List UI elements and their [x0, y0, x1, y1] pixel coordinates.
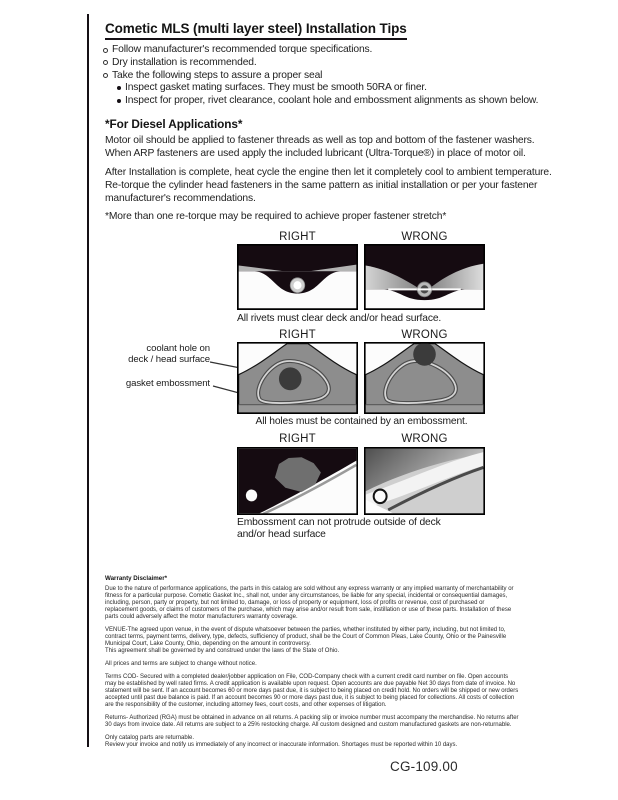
embossment-right-diagram — [237, 447, 358, 515]
tip-text: Inspect for proper, rivet clearance, coolant hole and embossment alignments as shown below. — [125, 95, 539, 107]
tip-text: Follow manufacturer's recommended torque specifications. — [112, 44, 373, 55]
diesel-paragraph-2: After Installation is complete, heat cycle the engine then let it completely cool to ambient temperature. Re-torque the cylinder head fasteners in the same pattern as initial installation or per your fastener manufacturer's recommendations. — [105, 167, 552, 205]
diesel-applications-heading: *For Diesel Applications* — [105, 117, 243, 131]
rivet-wrong-diagram — [364, 244, 485, 310]
right-label: RIGHT — [279, 433, 316, 445]
filled-bullet-icon — [117, 99, 121, 103]
open-bullet-icon — [103, 48, 108, 53]
installation-tips-list — [103, 44, 573, 108]
warranty-disclaimer — [105, 575, 519, 755]
warranty-paragraph: Terms COD- Secured with a completed dealer/jobber application on File, COD-Company check with a current credit card number on file. Open accounts may be established by well rated firms. A credit application is available upon request. Open accounts are due payable Net 30 days from date of invoice. No statement will be sent. If an account becomes 60 or more days past due, it is subject to being placed on credit hold. No orders will be shipped or new orders accepted until past due balance is paid. If an account becomes 90 or more days past due, it is subject to being placed for collections. All costs of collection are the responsibility of the customer, including attorney fees, court costs, and other expenses of litigation. — [105, 674, 519, 708]
wrong-label: WRONG — [401, 329, 448, 341]
warranty-heading: Warranty Disclaimer* — [105, 575, 168, 582]
rivet-caption: All rivets must clear deck and/or head surface. — [237, 313, 442, 324]
retorque-note: *More than one re-torque may be required to achieve proper fastener stretch* — [105, 211, 447, 222]
right-label: RIGHT — [279, 231, 316, 243]
warranty-paragraph: All prices and terms are subject to change without notice. — [105, 661, 257, 667]
right-label: RIGHT — [279, 329, 316, 341]
warranty-paragraph: This agreement shall be governed by and construed under the laws of the State of Ohio. — [105, 648, 340, 654]
open-bullet-icon — [103, 60, 108, 65]
list-item — [103, 70, 573, 82]
tip-text: Inspect gasket mating surfaces. They must be smooth 50RA or finer. — [125, 82, 427, 94]
coolant-hole-right-diagram — [237, 342, 358, 414]
diesel-paragraph-1: Motor oil should be applied to fastener threads as well as top and bottom of the fastener washers. When ARP fasteners are used apply the included lubricant (Ultra-Torque®) in place of motor oil. — [105, 135, 535, 160]
list-item — [103, 44, 573, 56]
tip-text: Dry installation is recommended. — [112, 56, 257, 68]
page-title: Cometic MLS (multi layer steel) Installation Tips — [105, 21, 407, 40]
holes-caption: All holes must be contained by an embossment. — [255, 416, 468, 427]
gasket-embossment-label: gasket embossment — [125, 378, 210, 389]
page-code: CG-109.00 — [390, 759, 458, 774]
list-item — [103, 57, 573, 69]
rivet-right-diagram — [237, 244, 358, 310]
warranty-paragraph: Returns- Authorized (RGA) must be obtained in advance on all returns. A packing slip or invoice number must accompany the merchandise. No returns after 30 days from invoice date. All returns are subject to a 25% restocking charge. All custom designed and custom manufactured gaskets are non-returnable. — [105, 715, 519, 728]
filled-bullet-icon — [117, 86, 121, 90]
open-bullet-icon — [103, 73, 108, 78]
wrong-label: WRONG — [401, 433, 448, 445]
warranty-paragraph: VENUE-The agreed upon venue, in the event of dispute whatsoever between the parties, whether instituted by either party, including, but not limited to, contract terms, payment terms, delivery, type, defects, sufficiency of product, shall be the Court of Common Pleas, Lake County, Ohio or the Painesville Municipal Court, Lake County, Ohio, depending on the amount in controversy. — [105, 627, 507, 647]
list-item — [117, 95, 573, 107]
list-item — [117, 82, 573, 94]
warranty-paragraph: Review your invoice and notify us immediately of any incorrect or inaccurate information. Shortages must be reported within 10 days. — [105, 742, 458, 748]
embossment-caption: Embossment can not protrude outside of deck and/or head surface — [237, 517, 441, 540]
coolant-hole-wrong-diagram — [364, 342, 485, 414]
embossment-wrong-diagram — [364, 447, 485, 515]
warranty-paragraph: Only catalog parts are returnable. — [105, 735, 195, 741]
tip-text: Take the following steps to assure a proper seal — [112, 69, 323, 81]
warranty-paragraph: Due to the nature of performance applications, the parts in this catalog are sold without any express warranty or any implied warranty of merchantability or fitness for a particular purpose. Cometic Gasket Inc., shall not, under any circumstances, be liable for any special, incidental or consequential damages, including, person, party or property, but not limited to, damage, or loss of property or equipment, loss of profits or revenue, cost of purchased or replacement goods, or claims of customers of the purchase, which may arise and/or result from sale, instillation or use of these parts. Installation of these parts could adversely affect the motor manufacturers warranty coverage. — [105, 586, 514, 620]
coolant-hole-label: coolant hole on deck / head surface — [128, 343, 210, 365]
wrong-label: WRONG — [401, 231, 448, 243]
